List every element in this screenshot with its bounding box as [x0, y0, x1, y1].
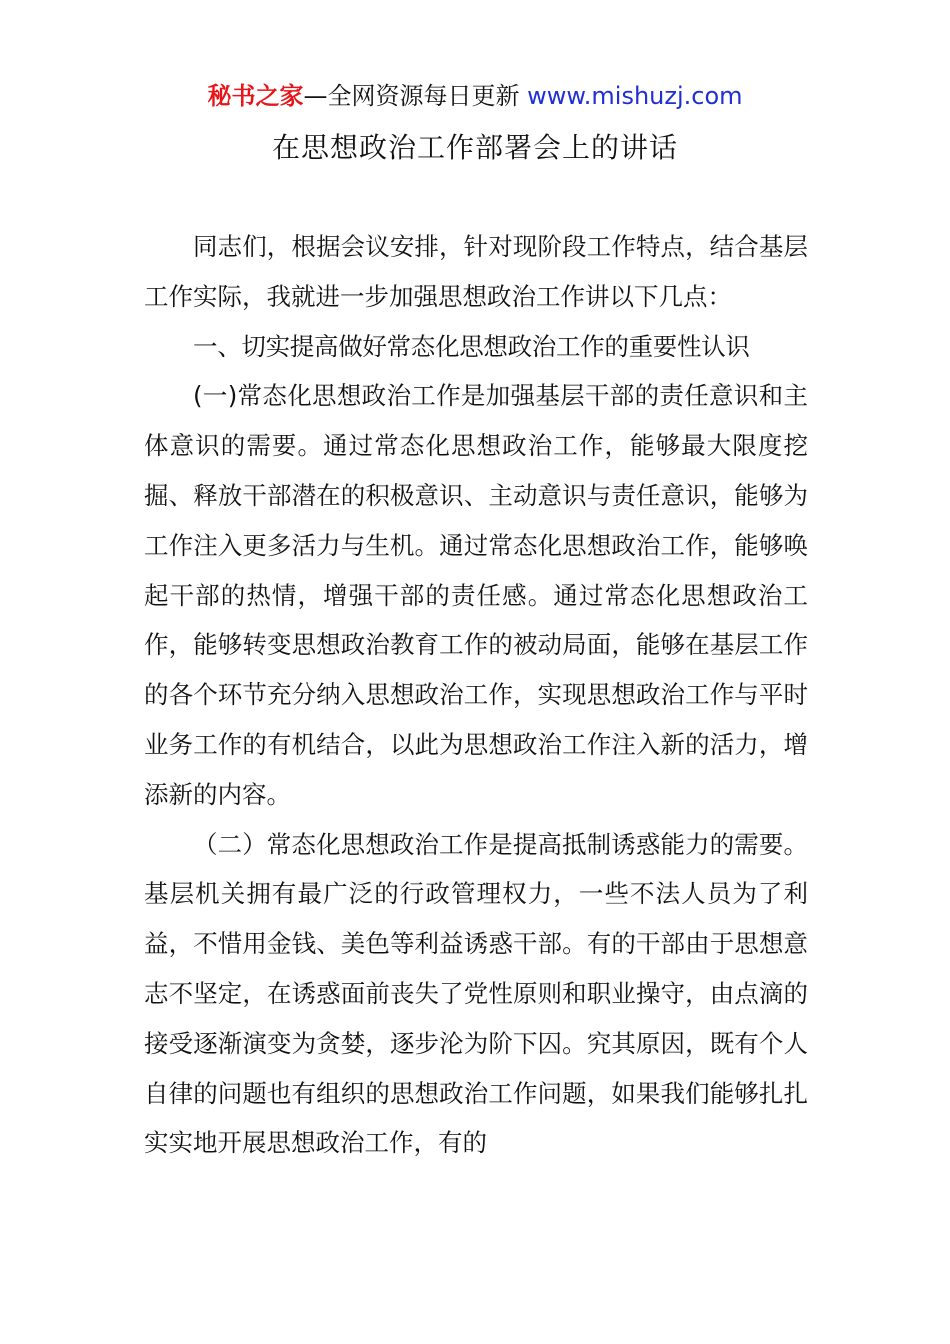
- paragraph-subsection-2: （二）常态化思想政治工作是提高抵制诱惑能力的需要。基层机关拥有最广泛的行政管理权力，一些不法人员为了利益，不惜用金钱、美色等利益诱惑干部。有的干部由于思想意志不坚定，在诱惑面前丧失了党性原则和职业操守，由点滴的接受逐渐演变为贪婪，逐步沦为阶下囚。究其原因，既有个人自律的问题也有组织的思想政治工作问题，如果我们能够扎扎实实地开展思想政治工作，有的: [144, 829, 808, 1158]
- document-body: [144, 222, 808, 1168]
- document-title: 在思想政治工作部署会上的讲话: [271, 131, 678, 164]
- paragraph-intro: 同志们，根据会议安排，针对现阶段工作特点，结合基层工作实际，我就进一步加强思想政治工作讲以下几点：: [144, 232, 808, 311]
- section-heading-1: 一、切实提高做好常态化思想政治工作的重要性认识: [193, 331, 750, 361]
- paragraph-subsection-1: (一)常态化思想政治工作是加强基层干部的责任意识和主体意识的需要。通过常态化思想政治工作，能够最大限度挖掘、释放干部潜在的积极意识、主动意识与责任意识，能够为工作注入更多活力与生机。通过常态化思想政治工作，能够唤起干部的热情，增强干部的责任感。通过常态化思想政治工作，能够转变思想政治教育工作的被动局面，能够在基层工作的各个环节充分纳入思想政治工作，实现思想政治工作与平时业务工作的有机结合，以此为思想政治工作注入新的活力，增添新的内容。: [144, 381, 808, 809]
- site-tagline: —全网资源每日更新: [303, 82, 520, 110]
- site-brand: 秘书之家: [207, 82, 304, 110]
- site-url[interactable]: www.mishuzj.com: [527, 82, 743, 110]
- site-header: [0, 80, 950, 112]
